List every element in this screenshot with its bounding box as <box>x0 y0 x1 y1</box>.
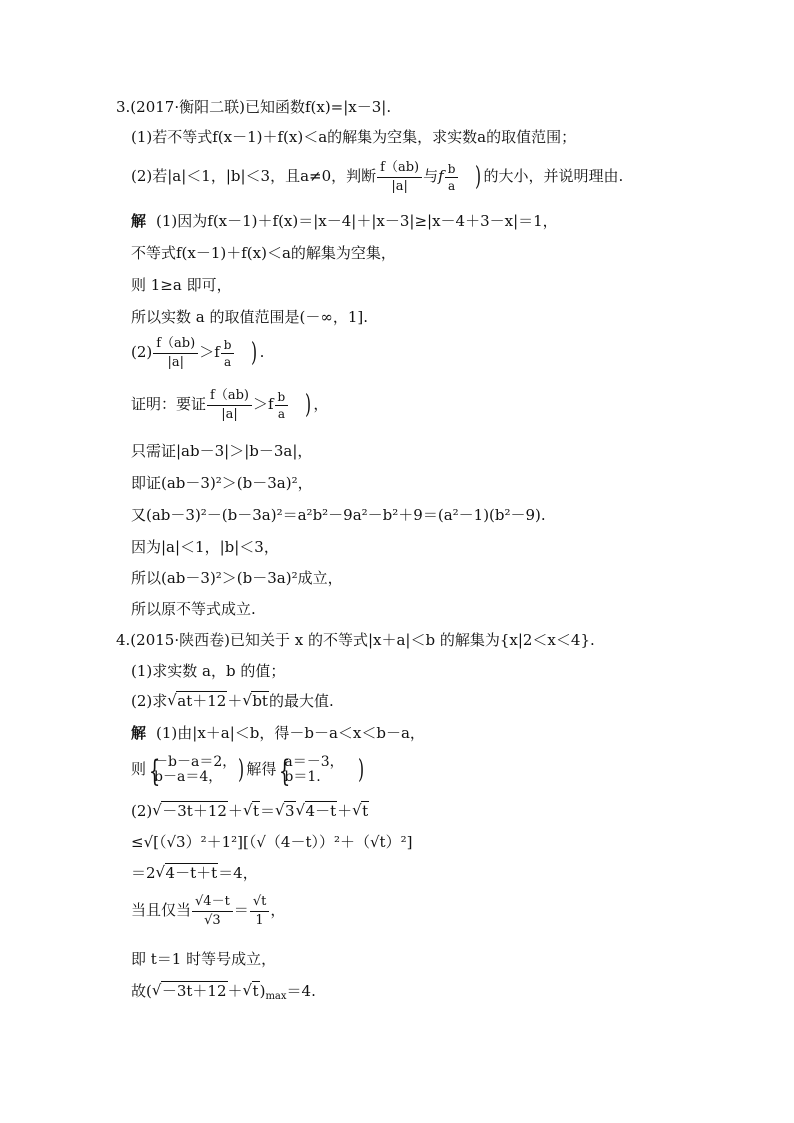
frac-denominator: 1 <box>255 912 264 928</box>
system-row: { a＝－3， <box>284 754 344 770</box>
subscript-max: max <box>265 991 287 1002</box>
sqrt-at-plus-12 <box>167 692 227 710</box>
sqrt-t <box>352 802 369 820</box>
system-row: { －b－a＝2， <box>154 754 237 770</box>
fraction-b-over-a <box>275 390 289 421</box>
sqrt-t <box>243 802 260 820</box>
q4-solution-line-1 <box>131 724 425 742</box>
text-prefix: (2) <box>131 802 153 820</box>
text-suffix: 的最大值. <box>268 692 334 710</box>
q3-solution-line-8: 即证(ab－3)²＞(b－3a)²， <box>131 474 313 492</box>
frac-denominator: √3 <box>204 912 221 928</box>
fraction-sqrtt-over-1 <box>250 894 270 929</box>
frac-denominator: a <box>447 178 456 193</box>
equation-system-1 <box>146 755 236 785</box>
text-suffix: ＝4. <box>286 982 316 1000</box>
fraction-b-over-a <box>221 338 235 369</box>
text-prefix: 故( <box>131 982 152 1000</box>
frac-numerator: √t <box>250 894 270 912</box>
radicand: 4－t <box>305 802 337 820</box>
q4-solution-line-3 <box>131 802 369 820</box>
text-prefix: 证明：要证 <box>131 395 207 413</box>
system-row: b－a＝4， <box>154 769 223 785</box>
q3-solution-line-5: (2) $\frac{f(ab)}{|a|}$ ＞f $\frac{b}{a}$ ) . <box>131 335 265 370</box>
radicand: t <box>252 802 259 820</box>
solution-label: 解 <box>131 212 147 230</box>
radicand: 4－t＋t <box>165 864 218 882</box>
frac-numerator: b <box>275 390 289 406</box>
question-4-part-1: (1)求实数 a，b 的值； <box>131 662 286 680</box>
frac-denominator: |a| <box>391 178 408 194</box>
plus-sign: ＋ <box>227 982 243 1000</box>
solution-text: (1)由|x＋a|＜b，得－b－a＜x＜b－a， <box>156 724 425 742</box>
q3-solution-line-10: 因为|a|＜1，|b|＜3， <box>131 538 279 556</box>
fraction-fab-over-abs-a <box>377 160 422 195</box>
plus-sign: ＋ <box>337 802 353 820</box>
radicand: 3 <box>284 802 295 820</box>
radicand: t <box>252 982 259 1000</box>
q3-solution-line-11: 所以(ab－3)²＞(b－3a)²成立， <box>131 569 343 587</box>
text-prefix: (2)求 <box>131 692 168 710</box>
equals-sign: ＝ <box>259 802 275 820</box>
frac-numerator: f（ab) <box>207 388 252 406</box>
q3-part2-mid: 与 <box>423 167 439 185</box>
q4-solution-line-4: ≤√[（√3）²＋1²][（√（4－t））²＋（√t）²] <box>131 833 413 851</box>
radicand: －3t＋12 <box>161 982 227 1000</box>
plus-sign: ＋ <box>227 692 243 710</box>
sqrt-4-minus-t-plus-t <box>156 864 219 882</box>
fraction-fab-over-abs-a <box>207 388 252 423</box>
greater-than-f: ＞f <box>252 395 274 413</box>
q4-solution-line-7: 即 t＝1 时等号成立， <box>131 950 277 968</box>
fraction-fab-over-abs-a <box>153 336 198 371</box>
text-prefix: 则 <box>131 760 147 778</box>
equation-system-2 <box>276 755 343 785</box>
radicand: －3t＋12 <box>162 802 227 820</box>
text-suffix: ＝4， <box>218 864 258 882</box>
sqrt-neg3t-plus-12 <box>152 802 228 820</box>
solution-text: (1)因为f(x－1)＋f(x)＝|x－4|＋|x－3|≥|x－4＋3－x|＝1， <box>156 212 558 230</box>
sqrt-4-minus-t <box>296 802 338 820</box>
q3-part2-suffix: 的大小，并说明理由. <box>483 167 624 185</box>
frac-numerator: f（ab) <box>377 160 422 178</box>
q3-solution-line-7: 只需证|ab－3|＞|b－3a|， <box>131 442 313 460</box>
q3-solution-line-2: 不等式f(x－1)＋f(x)＜a的解集为空集， <box>131 244 396 262</box>
text-prefix: ＝2 <box>131 864 156 882</box>
text-prefix: 当且仅当 <box>131 901 192 919</box>
text-prefix: (2) <box>131 343 153 361</box>
equals-sign: ＝ <box>233 901 249 919</box>
question-3-header: 3.(2017·衡阳二联)已知函数f(x)=|x－3|. <box>116 98 392 116</box>
frac-denominator: a <box>224 354 232 369</box>
solution-label: 解 <box>131 724 147 742</box>
question-3-part-1: (1)若不等式f(x－1)＋f(x)＜a的解集为空集，求实数a的取值范围； <box>131 128 577 146</box>
frac-numerator: b <box>221 338 235 354</box>
q3-solution-line-4: 所以实数 a 的取值范围是(－∞，1]. <box>131 308 368 326</box>
q3-solution-line-12: 所以原不等式成立. <box>131 600 256 618</box>
frac-denominator: a <box>277 406 285 421</box>
close-paren: ) <box>259 982 266 1000</box>
system-row: b＝1. <box>284 769 321 785</box>
q4-solution-system: 则 { －b－a＝2， b－a＝4， ) 解得 { a＝－3， b＝1. ) <box>131 752 366 786</box>
question-4-part-2 <box>131 692 334 710</box>
frac-numerator: √4－t <box>192 894 233 912</box>
radicand: at＋12 <box>177 692 227 710</box>
q4-solution-line-8 <box>131 982 316 1006</box>
question-4-header: 4.(2015·陕西卷)已知关于 x 的不等式|x＋a|＜b 的解集为{x|2＜x＜4}. <box>116 631 595 649</box>
text-mid: 解得 <box>246 760 277 778</box>
sqrt-bt <box>242 692 269 710</box>
question-3-part-2: (2)若|a|＜1，|b|＜3，且a≠0，判断 $\frac{f(ab)}{|a|}$ 与f $\frac{b}{a}$ ) 的大小，并说明理由. <box>131 159 624 194</box>
q4-solution-line-5 <box>131 864 258 882</box>
sqrt-3 <box>275 802 296 820</box>
greater-than-f: ＞f <box>199 343 220 361</box>
text-suffix: . <box>259 343 265 361</box>
q4-solution-line-6 <box>131 890 285 930</box>
plus-sign: ＋ <box>227 802 243 820</box>
sqrt-neg3t-plus-12 <box>152 982 228 1000</box>
text-suffix: ， <box>270 901 286 919</box>
fraction-sqrt4t-over-sqrt3 <box>192 894 233 929</box>
frac-numerator: b <box>445 162 459 178</box>
q3-solution-line-6: 证明：要证 $\frac{f(ab)}{|a|}$ ＞f $\frac{b}{a}$ ) ， <box>131 387 329 422</box>
sqrt-t <box>243 982 260 1000</box>
q3-solution-line-3: 则 1≥a 即可， <box>131 276 232 294</box>
frac-denominator: |a| <box>167 354 184 370</box>
frac-numerator: f（ab) <box>153 336 198 354</box>
q3-part2-prefix: (2)若|a|＜1，|b|＜3，且a≠0，判断 <box>131 167 377 185</box>
radicand: bt <box>252 692 268 710</box>
q3-solution-line-1 <box>131 212 558 230</box>
q3-solution-line-9: 又(ab－3)²－(b－3a)²＝a²b²－9a²－b²＋9＝(a²－1)(b²－9). <box>131 506 546 524</box>
frac-denominator: |a| <box>221 406 238 422</box>
text-suffix: ， <box>313 395 329 413</box>
radicand: t <box>362 802 369 820</box>
fraction-b-over-a <box>445 162 459 193</box>
